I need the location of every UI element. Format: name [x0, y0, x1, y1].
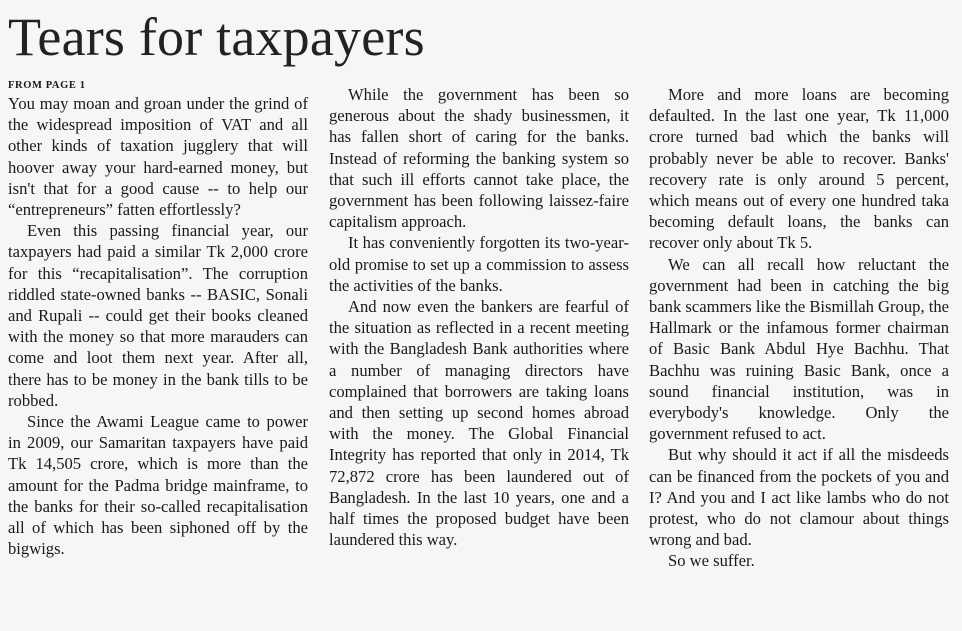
- paragraph: Even this passing financial year, our taxpayers had paid a similar Tk 2,000 crore for this “recapitalisation”. The corruption riddled state-owned banks -- BASIC, Sonali and Rupali -- could get their books cleaned with the money so that more marauders can come and loot them next year. After all, there has to be money in the bank tills to be robbed.: [8, 221, 308, 410]
- paragraph: So we suffer.: [668, 551, 755, 571]
- paragraph: We can all recall how reluctant the government had been in catching the big bank scammers like the Bismillah Group, the Hallmark or the infamous former chairman of Basic Bank Abdul Hye Bachhu. That Bachhu was ruining Basic Bank, once a sound financial institution, was in everybody's knowledge. Only the government refused to act.: [649, 254, 950, 444]
- paragraph: It has conveniently forgotten its two-year-old promise to set up a commission to assess the activities of the banks.: [329, 233, 629, 295]
- paragraph: But why should it act if all the misdeeds can be financed from the pockets of you and I? And you and I act like lambs who do not protest, who do not clamour about things wrong and bad.: [649, 445, 949, 550]
- paragraph: While the government has been so generous about the shady businessmen, it has fallen short of caring for the banks. Instead of reforming the banking system so that such ill efforts cannot take place, the government has been following laissez-faire capitalism approach.: [329, 85, 629, 232]
- paragraph: And now even the bankers are fearful of the situation as reflected in a recent meeting with the Bangladesh Bank authorities where a number of managing directors have complained that borrowers are taking loans and then setting up second homes abroad with the money. The Global Financial Integrity has reported that only in 2014, Tk 72,872 crore has been laundered out of Bangladesh. In the last 10 years, one and a half times the proposed budget have been laundered this way.: [329, 297, 629, 550]
- paragraph: More and more loans are becoming defaulted. In the last one year, Tk 11,000 crore turned bad which the banks will probably never be able to recover. Banks' recovery rate is only around 5 percent, which means out of every one hundred taka becoming default loans, the banks can recover only about Tk 5.: [649, 85, 949, 253]
- paragraph: Since the Awami League came to power in 2009, our Samaritan taxpayers have paid Tk 14,505 crore, which is more than the amount for the Padma bridge mainframe, to the banks for their so-called recapitalisation all of which has been siphoned off by the bigwigs.: [8, 412, 308, 559]
- paragraph: You may moan and groan under the grind of the widespread imposition of VAT and all other kinds of taxation jugglery that will hoover away your hard-earned money, but isn't that for a good cause -- to help our “entrepreneurs” fatten effortlessly?: [8, 94, 308, 220]
- kicker: FROM PAGE 1: [8, 80, 86, 91]
- column-3: [649, 84, 949, 572]
- column-1: [8, 80, 308, 559]
- column-2: [329, 84, 629, 550]
- headline: Tears for taxpayers: [8, 7, 425, 67]
